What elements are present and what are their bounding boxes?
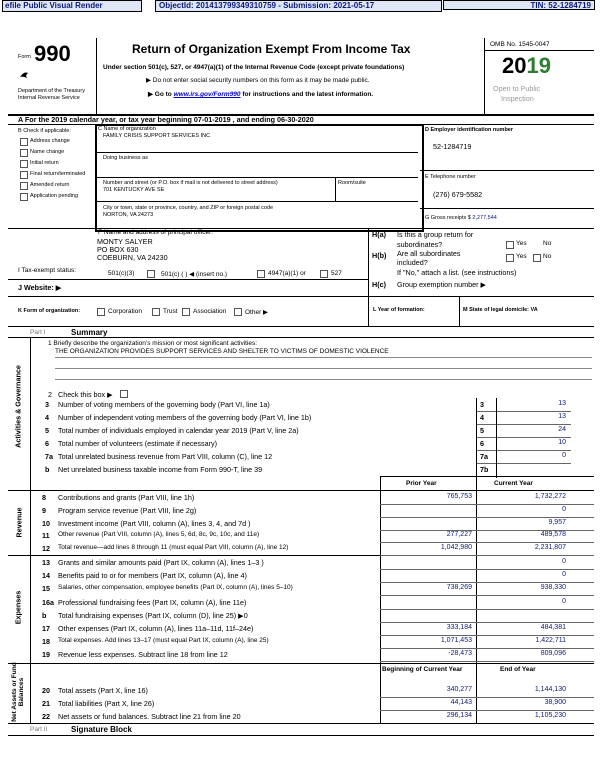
exp-line-text: Other expenses (Part IX, column (A), lines 11a–11d, 11f–24e): [58, 624, 254, 633]
side-activities: Activities & Governance: [13, 365, 23, 448]
exp-row-rule: [380, 661, 594, 662]
top-bar: [0, 0, 600, 11]
ha-q2: subordinates?: [397, 240, 443, 249]
na-line-number: 22: [42, 712, 50, 722]
open-public-2: Inspection: [501, 94, 534, 103]
part1-title: Summary: [71, 328, 108, 337]
ag-line-value: 10: [558, 439, 566, 446]
exp-current-value: 484,381: [540, 624, 566, 631]
rev-line-number: 12: [42, 544, 50, 554]
rev-line-number: 10: [42, 518, 50, 528]
officer-label: F Name and address of principal officer:: [98, 229, 214, 236]
ag-row-rule: [476, 411, 571, 412]
hb-note: If "No," attach a list. (see instructions): [397, 268, 517, 277]
na-row-rule: [380, 710, 594, 711]
irs-eagle-icon: [19, 66, 29, 74]
ha-tag: H(a): [372, 230, 386, 239]
rev-line-text: Program service revenue (Part VIII, line 2g): [58, 505, 197, 515]
officer-name: MONTY SALYER: [97, 237, 153, 246]
exp-prior-value: 333,184: [446, 624, 472, 631]
section-b-item: Final return/terminated: [30, 171, 86, 177]
ag-line-number: 7a: [45, 452, 53, 461]
rev-current-value: 489,578: [540, 531, 566, 539]
line-a: A For the 2019 calendar year, or tax year beginning 07-01-2019 , and ending 06-30-2020: [18, 115, 314, 124]
exp-row-rule: [380, 635, 594, 636]
ag-line-number: b: [45, 465, 50, 474]
na-line-number: 20: [42, 686, 50, 695]
line1-label: 1 Briefly describe the organization’s mission or most significant activities:: [48, 340, 258, 347]
ag-line-box: 5: [480, 426, 484, 435]
ha-no: No: [543, 240, 552, 247]
exp-row-rule: [380, 569, 594, 570]
city-value: NORTON, VA 24273: [103, 212, 154, 218]
ein-value: 52-1284719: [433, 142, 472, 151]
hc-tag: H(c): [372, 280, 386, 289]
form-word: Form: [18, 54, 31, 60]
year-formation-label: L Year of formation:: [373, 307, 425, 313]
subtitle-3: ▶ Go to www.irs.gov/Form990 for instructions and the latest information.: [148, 91, 374, 98]
ag-line-box: 4: [480, 413, 484, 422]
gross-receipts: G Gross receipts $ 2,277,544: [425, 215, 497, 221]
street-value: 701 KENTUCKY AVE SE: [103, 187, 165, 193]
officer-addr1: PO BOX 630: [97, 245, 139, 254]
object-id: ObjectId: 201413799349310759 - Submission: 2021-05-17: [155, 0, 442, 12]
status-527: 527: [331, 270, 342, 277]
eoy-header: End of Year: [500, 666, 536, 673]
status-527-checkbox[interactable]: [320, 270, 328, 278]
rev-prior-value: 277,227: [446, 531, 472, 539]
tax-year: 2019: [502, 53, 551, 78]
section-b-item: Application pending: [30, 193, 79, 199]
exp-line-number: 14: [42, 571, 50, 581]
exp-line-text: Total expenses. Add lines 13–17 (must equal Part IX, column (A), line 25): [58, 637, 269, 645]
rev-line-text: Other revenue (Part VIII, column (A), lines 5, 6d, 8c, 9c, 10c, and 11e): [58, 531, 260, 539]
officer-addr2: COEBURN, VA 24230: [97, 253, 168, 262]
association-checkbox[interactable]: [182, 308, 190, 316]
na-prior-value: 340,277: [446, 686, 472, 693]
street-label: Number and street (or P.O. box if mail is not delivered to street address): [103, 180, 278, 186]
ag-line-value: 24: [558, 426, 566, 433]
line2-label: Check this box ▶: [58, 390, 113, 399]
hc-q: Group exemption number ▶: [397, 280, 487, 289]
irs-form990-link[interactable]: www.irs.gov/Form990: [173, 91, 241, 98]
section-b-item: Amended return: [30, 182, 70, 188]
ag-line-value: 13: [558, 400, 566, 407]
section-b-checkbox[interactable]: [20, 149, 28, 157]
section-b-checkbox[interactable]: [20, 171, 28, 179]
section-b-item: Initial return: [30, 160, 59, 166]
exp-prior-value: 738,269: [446, 584, 472, 592]
na-current-value: 1,144,130: [534, 686, 566, 693]
hb-q2: included?: [397, 258, 428, 267]
prior-year-header: Prior Year: [406, 480, 437, 487]
rev-current-value: 2,231,807: [534, 544, 566, 552]
na-current-value: 1,105,230: [534, 712, 566, 720]
rev-prior-value: 1,042,980: [440, 544, 472, 552]
ag-col-rule: [496, 398, 497, 478]
part1-tag: Part I: [30, 329, 46, 336]
status-501c3: 501(c)(3): [108, 270, 135, 277]
rev-line-text: Investment income (Part VIII, column (A), lines 3, 4, and 7d ): [58, 518, 251, 528]
section-b-checkbox[interactable]: [20, 138, 28, 146]
status-501c: 501(c) ( ) ◀ (insert no.): [161, 271, 228, 278]
dba-label: Doing business as: [103, 155, 148, 161]
rev-row-rule: [380, 555, 594, 556]
exp-current-value: 938,330: [540, 584, 566, 592]
rev-line-text: Total revenue—add lines 8 through 11 (must equal Part VIII, column (A), line 12): [58, 544, 289, 552]
exp-line-text: Benefits paid to or for members (Part IX, column (A), line 4): [58, 571, 247, 581]
ag-line-box: 7b: [480, 465, 489, 474]
exp-prior-value: -28,473: [448, 650, 472, 658]
exp-line-number: 15: [42, 584, 50, 594]
other-label: Other ▶: [245, 309, 269, 316]
exp-line-text: Total fundraising expenses (Part IX, column (D), line 25) ▶0: [58, 610, 248, 620]
exp-row-rule: [380, 595, 594, 596]
ag-line-text: Net unrelated business taxable income from Form 990-T, line 39: [58, 465, 263, 474]
exp-current-value: 1,422,711: [535, 637, 566, 645]
rev-line-text: Contributions and grants (Part VIII, line 1h): [58, 493, 195, 502]
status-501c3-checkbox[interactable]: [147, 270, 155, 278]
section-b-item: Name change: [30, 149, 65, 155]
efile-label[interactable]: efile Public Visual Render: [2, 0, 142, 12]
rev-line-number: 11: [42, 531, 50, 541]
ag-line-text: Number of independent voting members of the governing body (Part VI, line 1b): [58, 413, 312, 422]
ag-row-rule: [476, 463, 571, 464]
side-expenses: Expenses: [13, 590, 23, 625]
exp-line-number: b: [42, 610, 47, 620]
line2-checkbox[interactable]: [120, 390, 128, 398]
exp-line-number: 19: [42, 650, 50, 660]
subtitle-2: ▶ Do not enter social security numbers on this form as it may be made public.: [146, 77, 370, 84]
ag-line-number: 6: [45, 439, 49, 448]
exp-line-text: Grants and similar amounts paid (Part IX, column (A), lines 1–3 ): [58, 558, 264, 567]
state-domicile: M State of legal domicile: VA: [463, 307, 538, 313]
exp-current-value: 0: [562, 571, 566, 579]
exp-current-value: 0: [562, 558, 566, 565]
org-name-label: C Name of organization: [98, 126, 156, 132]
tax-exempt-label: I Tax-exempt status:: [18, 267, 77, 274]
form-of-org-label: K Form of organization:: [18, 308, 81, 314]
ag-line-value: 0: [562, 452, 566, 459]
exp-row-rule: [380, 648, 594, 649]
subtitle-1: Under section 501(c), 527, or 4947(a)(1) of the Internal Revenue Code (except private foundations): [103, 64, 405, 71]
form-title: Return of Organization Exempt From Income Tax: [132, 42, 411, 56]
na-row-rule: [380, 697, 594, 698]
ha-yes-checkbox[interactable]: [506, 241, 514, 249]
exp-line-text: Professional fundraising fees (Part IX, column (A), line 11e): [58, 597, 247, 607]
side-revenue: Revenue: [14, 507, 24, 538]
ag-line-text: Total unrelated business revenue from Part VIII, column (C), line 12: [58, 452, 273, 461]
phone-label: E Telephone number: [425, 174, 476, 180]
ha-yes: Yes: [516, 240, 527, 247]
ag-line-box: 7a: [480, 452, 488, 461]
current-year-header: Current Year: [494, 480, 533, 487]
ag-line-number: 4: [45, 413, 49, 422]
exp-line-text: Revenue less expenses. Subtract line 18 from line 12: [58, 650, 228, 660]
ha-q1: Is this a group return for: [397, 230, 474, 239]
na-current-value: 38,900: [544, 699, 566, 707]
na-prior-value: 44,143: [450, 699, 472, 707]
rev-prior-value: 765,753: [446, 493, 472, 500]
section-b-checkbox[interactable]: [20, 182, 28, 190]
section-b-item: Address change: [30, 138, 70, 144]
dept-line1: Department of the Treasury: [18, 88, 85, 94]
association-label: Association: [193, 308, 227, 315]
exp-line-number: 13: [42, 558, 50, 567]
ag-line-text: Number of voting members of the governing body (Part VI, line 1a): [58, 400, 270, 409]
section-b-label: B Check if applicable:: [18, 128, 71, 134]
phone-value: (276) 679-5582: [433, 190, 483, 199]
org-name: FAMILY CRISIS SUPPORT SERVICES INC: [103, 133, 211, 139]
exp-prior-value: 1,071,453: [440, 637, 472, 645]
ag-line-value: 13: [558, 413, 566, 420]
section-b-checkbox[interactable]: [20, 160, 28, 168]
exp-line-number: 16a: [42, 597, 54, 607]
part2-title: Signature Block: [71, 725, 132, 734]
rev-current-value: 1,732,272: [534, 493, 566, 500]
ag-row-rule: [476, 437, 571, 438]
exp-line-text: Salaries, other compensation, employee benefits (Part IX, column (A), lines 5–10): [58, 584, 293, 592]
trust-label: Trust: [163, 308, 178, 315]
status-4947-checkbox[interactable]: [257, 270, 265, 278]
ag-row-rule: [476, 450, 571, 451]
exp-line-number: 18: [42, 637, 50, 647]
hb-tag: H(b): [372, 251, 387, 260]
na-line-text: Total assets (Part X, line 16): [58, 686, 148, 695]
website-label: J Website: ▶: [18, 283, 62, 292]
tin-label: TIN: 52-1284719: [443, 0, 595, 10]
open-public-1: Open to Public: [493, 84, 541, 93]
na-line-text: Net assets or fund balances. Subtract line 21 from line 20: [58, 712, 241, 722]
ag-line-number: 5: [45, 426, 49, 435]
omb-number: OMB No. 1545-0047: [490, 41, 550, 48]
line2-num: 2: [48, 390, 52, 399]
exp-row-rule: [380, 622, 594, 623]
side-net-assets: Net Assets or Fund Balances: [11, 662, 25, 722]
ag-line-text: Total number of individuals employed in calendar year 2019 (Part V, line 2a): [58, 426, 299, 435]
corporation-label: Corporation: [108, 308, 142, 315]
hb-no: No: [543, 253, 552, 260]
exp-current-value: 0: [562, 597, 566, 605]
city-label: City or town, state or province, country, and ZIP or foreign postal code: [103, 205, 274, 211]
boy-header: Beginning of Current Year: [382, 666, 463, 673]
hb-yes: Yes: [516, 253, 527, 260]
dept-line2: Internal Revenue Service: [18, 95, 80, 101]
rev-line-number: 8: [42, 493, 46, 502]
na-line-number: 21: [42, 699, 50, 709]
other-checkbox[interactable]: [234, 308, 242, 316]
exp-line-number: 17: [42, 624, 50, 633]
hb-no-checkbox[interactable]: [533, 254, 541, 262]
corporation-checkbox[interactable]: [97, 308, 105, 316]
ag-line-box: 6: [480, 439, 484, 448]
exp-row-rule: [380, 582, 594, 583]
na-line-text: Total liabilities (Part X, line 26): [58, 699, 155, 709]
trust-checkbox[interactable]: [152, 308, 160, 316]
ag-col-rule: [476, 398, 477, 478]
ag-line-box: 3: [480, 400, 484, 409]
rev-line-number: 9: [42, 505, 46, 515]
rev-current-value: 9,957: [548, 518, 566, 526]
ein-label: D Employer identification number: [425, 127, 514, 133]
ag-row-rule: [476, 424, 571, 425]
hb-yes-checkbox[interactable]: [506, 254, 514, 262]
form-number: 990: [34, 41, 71, 66]
status-4947: 4947(a)(1) or: [268, 270, 306, 277]
part2-tag: Part II: [30, 726, 48, 733]
hb-q1: Are all subordinates: [397, 249, 461, 258]
exp-row-rule: [380, 609, 594, 610]
ag-line-text: Total number of volunteers (estimate if necessary): [58, 439, 217, 448]
na-prior-value: 296,134: [446, 712, 472, 720]
room-label: Room/suite: [338, 180, 366, 186]
exp-current-value: 809,096: [540, 650, 566, 658]
section-b-checkbox[interactable]: [20, 193, 28, 201]
line1-mission: THE ORGANIZATION PROVIDES SUPPORT SERVICES AND SHELTER TO VICTIMS OF DOMESTIC VIOLENCE: [55, 348, 389, 355]
rev-current-value: 0: [562, 505, 566, 513]
ag-line-number: 3: [45, 400, 49, 409]
